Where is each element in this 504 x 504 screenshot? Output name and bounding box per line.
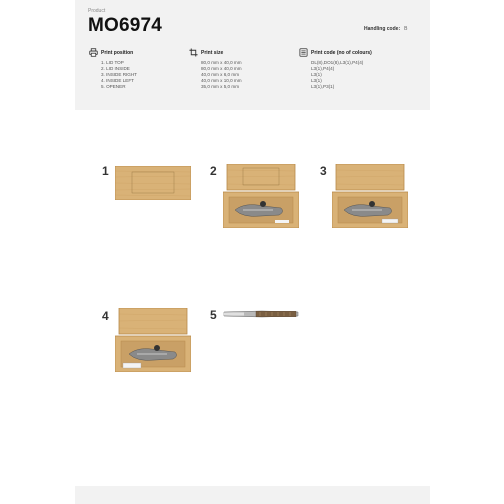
list-item: 4. INSIDE LEFT: [101, 77, 134, 83]
position-number-3: 3: [320, 164, 327, 178]
print-code-heading: [299, 48, 372, 57]
list-item: L3(1),P3(1): [311, 83, 335, 89]
printer-icon: [89, 48, 98, 57]
print-size-list: [201, 60, 242, 90]
position-number-4: 4: [102, 309, 109, 323]
position-number-5: 5: [210, 308, 217, 322]
print-position-heading: [89, 48, 133, 57]
list-item: 5. OPENER: [101, 83, 126, 89]
handling-code-value: B: [404, 26, 408, 32]
crop-icon: [189, 48, 198, 57]
list-item: L3(1): [311, 77, 322, 83]
list-item: 35,0 mm x 5,0 mm: [201, 83, 240, 89]
position-number-2: 2: [210, 164, 217, 178]
handling-code: [364, 26, 407, 32]
list-item: DL(8),DO1(8),L3(1),P4(4): [311, 60, 364, 65]
list-item: 40,0 mm x 10,0 mm: [201, 77, 242, 83]
corkscrew-opener-image: [222, 308, 300, 320]
product-code: MO6974: [88, 15, 163, 36]
print-size-heading: [189, 48, 223, 57]
list-item: 80,0 mm x 40,0 mm: [201, 65, 242, 71]
open-box-inside-left-image: [115, 308, 191, 372]
position-number-1: 1: [102, 164, 109, 178]
list-item: 2. LID INSIDE: [101, 65, 130, 71]
handling-code-label: Handling code:: [364, 26, 401, 32]
closed-box-image: [115, 166, 191, 200]
product-eyebrow: Product: [88, 8, 106, 14]
list-item: 3. INSIDE RIGHT: [101, 71, 137, 77]
list-icon: [299, 48, 308, 57]
print-position-title: Print position: [101, 49, 134, 56]
print-code-title: Print code (no of colours): [311, 49, 372, 56]
print-size-title: Print size: [201, 49, 224, 56]
list-item: 80,0 mm x 40,0 mm: [201, 60, 242, 65]
print-position-list: [101, 60, 137, 90]
list-item: 1. LID TOP: [101, 60, 124, 65]
list-item: L3(1): [311, 71, 322, 77]
list-item: L3(1),P4(4): [311, 65, 335, 71]
print-code-list: [311, 60, 363, 90]
open-box-lid-inside-image: [223, 164, 299, 228]
open-box-inside-right-image: [332, 164, 408, 228]
footer-band: [75, 486, 430, 504]
list-item: 40,0 mm x 6,0 mm: [201, 71, 240, 77]
